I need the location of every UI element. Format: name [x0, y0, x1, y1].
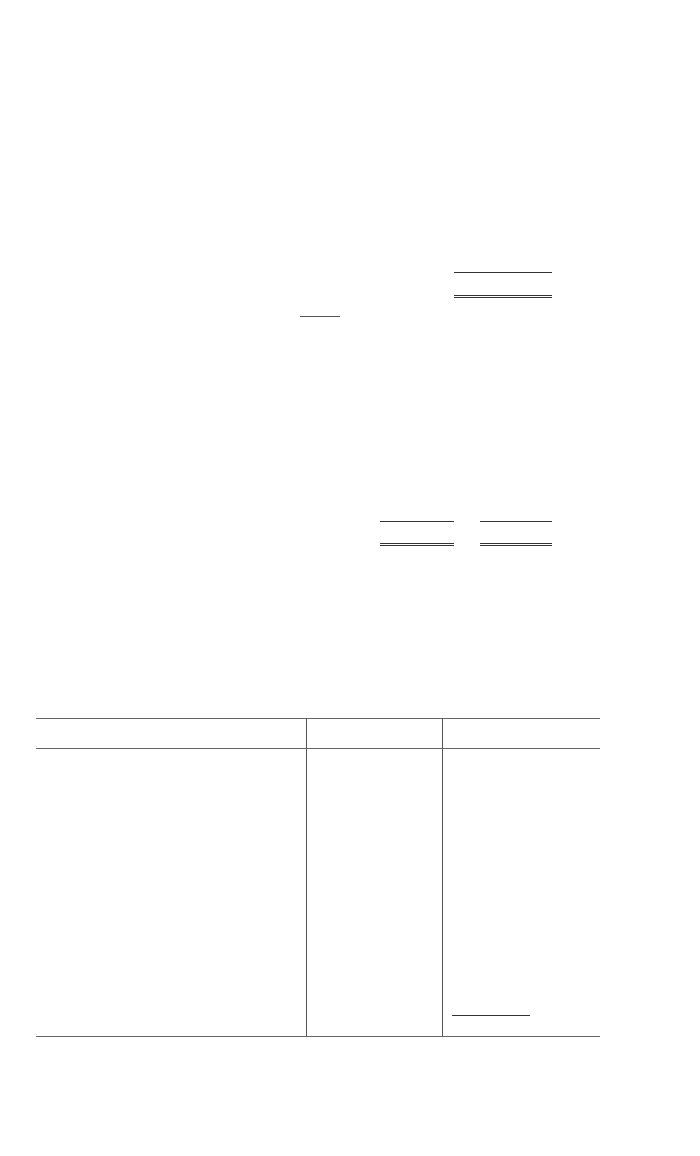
- section2-total-rule-right: [480, 521, 552, 522]
- section2-double-rule-right-2: [480, 545, 552, 546]
- col-divider-2: [442, 718, 443, 1036]
- section2-double-rule-right: [480, 543, 552, 544]
- section1-total-rule: [454, 272, 552, 273]
- section2-total-rule-left: [380, 521, 454, 522]
- section2-double-rule-left: [380, 543, 454, 544]
- table-top-rule: [36, 718, 600, 719]
- col-divider-1: [306, 718, 307, 1036]
- header-bottom-rule: [36, 748, 600, 749]
- section-separator: [300, 316, 340, 317]
- table-bottom-rule: [36, 1036, 600, 1037]
- amount-total-rule: [452, 1015, 530, 1016]
- section2-double-rule-left-2: [380, 545, 454, 546]
- section1-double-rule: [454, 295, 552, 296]
- section1-double-rule-2: [454, 297, 552, 298]
